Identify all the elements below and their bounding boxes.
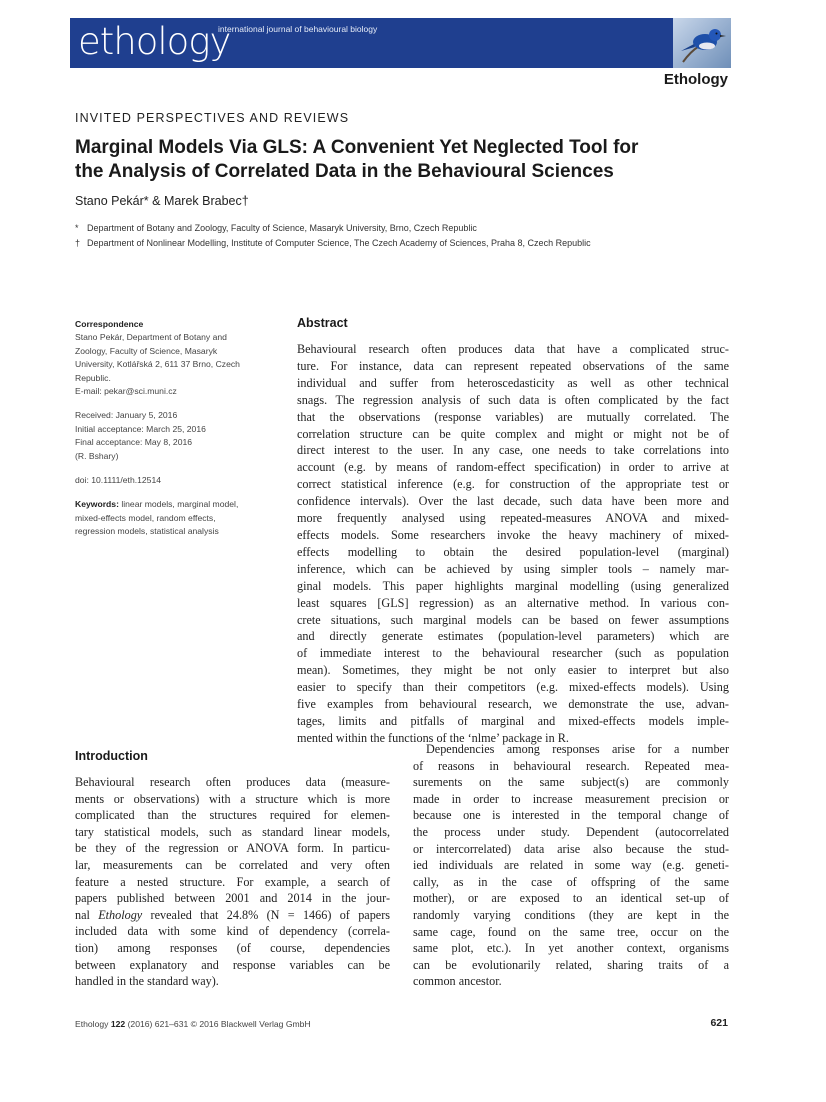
abstract-line: mean). Sometimes, they might be not only easier to interpret but also — [297, 663, 729, 678]
introduction-line: of reasons in behavioural research. Repeated mea- — [413, 758, 729, 773]
affiliation-text: Department of Botany and Zoology, Faculty of Science, Masaryk University, Brno, Czech Republic — [87, 223, 477, 233]
abstract-line: mented within the functions of the ‘nlme’ package in R. — [297, 730, 569, 745]
introduction-line: common ancestor. — [413, 974, 502, 989]
history-line: (R. Bshary) — [75, 450, 119, 461]
correspondence-heading: Correspondence — [75, 319, 144, 329]
introduction-line: because one is interested in the temporal change of — [413, 808, 729, 823]
journal-name-italic: Ethology — [98, 907, 143, 922]
introduction-line: nal Ethology revealed that 24.8% (N = 1466) of papers — [75, 907, 390, 922]
doi: doi: 10.1111/eth.12514 — [75, 475, 162, 486]
introduction-line: tion) among responses (of course, dependencies — [75, 940, 390, 955]
footer-volume: 122 — [110, 1019, 126, 1029]
correspondence-email: E-mail: pekar@sci.muni.cz — [75, 386, 177, 397]
footer-journal: Ethology — [75, 1019, 111, 1029]
introduction-line: same cage, found on the same tree, occur on the — [413, 924, 729, 939]
affiliation-mark: * — [75, 223, 79, 233]
footer-citation — [75, 1019, 311, 1029]
author-list: Stano Pekár* & Marek Brabec† — [75, 194, 249, 208]
introduction-line: feature a nested structure. For example, a search of — [75, 874, 390, 889]
introduction-line: the process under study. Dependent (autocorrelated — [413, 824, 729, 839]
keywords-line: mixed-effects model, random effects, — [75, 512, 216, 523]
affiliation-text: Department of Nonlinear Modelling, Institute of Computer Science, The Czech Academy of Sciences, Praha 8, Czech Republic — [87, 238, 591, 248]
affiliation-mark: † — [75, 238, 81, 248]
abstract-line: five examples from behavioural research, we demonstrate the use, advan- — [297, 697, 729, 712]
introduction-line: ied individuals are related in some way (e.g. geneti- — [413, 858, 729, 873]
abstract-line: effects modelling to obtain the desired population-level (marginal) — [297, 544, 729, 559]
introduction-line: randomly varying conditions (they are kept in the — [413, 907, 729, 922]
journal-tagline: international journal of behavioural biology — [218, 24, 378, 34]
introduction-line: included data with some kind of dependency (correla- — [75, 924, 390, 939]
abstract-line: individual and suffer from heteroscedasticity as well as other technical — [297, 375, 729, 390]
abstract-line: easier to specify than their competitors (e.g. mixed-effects models). Using — [297, 680, 729, 695]
abstract-line: account (e.g. by means of random-effect specification) in order to arrive at — [297, 460, 729, 475]
page-number: 621 — [710, 1017, 728, 1029]
journal-banner — [70, 18, 731, 68]
introduction-line: papers published between 2001 and 2014 in the jour- — [75, 891, 390, 906]
introduction-line: lar, measurements can be correlated and very often — [75, 857, 390, 872]
introduction-line: same plot, etc.). In yet another context, organisms — [413, 941, 729, 956]
abstract-line: inference, which can be achieved by using simpler tools – namely mar- — [297, 561, 729, 576]
introduction-line: between explanatory and response variables can be — [75, 957, 390, 972]
bird-photo-icon — [673, 18, 731, 68]
abstract-line: correct statistical inference (e.g. for construction of the appropriate test or — [297, 477, 729, 492]
correspondence-line: Stano Pekár, Department of Botany and — [75, 332, 227, 343]
abstract-line: more frequently analysed using repeated-measures ANOVA and mixed- — [297, 511, 729, 526]
introduction-line: cally, as in the case of offspring of the same — [413, 874, 729, 889]
keywords-line: regression models, statistical analysis — [75, 526, 219, 537]
affiliation — [75, 238, 591, 248]
introduction-heading: Introduction — [75, 749, 148, 763]
journal-name: Ethology — [663, 71, 728, 88]
abstract-line: and directly generate estimates (population-level parameters) which are — [297, 629, 729, 644]
introduction-line: Behavioural research often produces data (measure- — [75, 775, 390, 789]
introduction-line: can be evolutionarily related, sharing traits of a — [413, 957, 729, 972]
abstract-line: crete situations, such marginal models can be based on fewer assumptions — [297, 612, 729, 627]
abstract-line: correlation structure can be quite complex and might or might not be of — [297, 426, 729, 441]
abstract-line: tages, limits and pitfalls of marginal and mixed-effects models imple- — [297, 713, 729, 728]
introduction-line: or intercorrelated) data arise also because the stud- — [413, 841, 729, 856]
keywords-text: linear models, marginal model, — [118, 499, 239, 510]
abstract-body — [297, 341, 729, 747]
journal-wordmark: ethology — [78, 20, 231, 63]
abstract-heading: Abstract — [297, 316, 348, 330]
abstract-line: least squares [GLS] regression) as an alternative method. In various con- — [297, 595, 729, 610]
introduction-line: tary statistical models, such as standard linear models, — [75, 824, 390, 839]
section-label: INVITED PERSPECTIVES AND REVIEWS — [75, 111, 350, 125]
abstract-line: of immediate interest to the behavioural researcher (such as population — [297, 646, 729, 661]
abstract-line: ginal models. This paper highlights marginal modelling (using generalized — [297, 578, 729, 593]
keywords-label: Keywords: — [75, 499, 119, 510]
title-line: the Analysis of Correlated Data in the Behavioural Sciences — [75, 161, 614, 182]
abstract-line: Behavioural research often produces data that have a complicated struc- — [297, 342, 729, 356]
abstract-line: ture. For instance, data can represent repeated observations of the same — [297, 358, 729, 373]
affiliation — [75, 223, 477, 233]
keywords-line — [75, 498, 275, 511]
introduction-left-column — [75, 774, 390, 990]
introduction-line: ments or observations) with a structure which is more — [75, 791, 390, 806]
introduction-line: be they of the regression or ANOVA form. In particu- — [75, 841, 390, 856]
article-title — [75, 136, 735, 184]
abstract-line: snags. The regression analysis of such data is often complicated by the fact — [297, 392, 729, 407]
introduction-line: made in order to increase measurement precision or — [413, 791, 729, 806]
abstract-line: confidence intervals). Over the last decade, such data have been more and — [297, 494, 729, 509]
history-line: Final acceptance: May 8, 2016 — [75, 437, 193, 448]
history-line: Initial acceptance: March 25, 2016 — [75, 423, 206, 434]
footer-citation-text: (2016) 621–631 © 2016 Blackwell Verlag GmbH — [125, 1019, 311, 1029]
introduction-right-column — [413, 741, 729, 990]
title-line: Marginal Models Via GLS: A Convenient Yet Neglected Tool for — [75, 137, 639, 158]
correspondence-line: Zoology, Faculty of Science, Masaryk — [75, 345, 218, 356]
abstract-line: direct interest to the user. In any case, one needs to take correlations into — [297, 443, 729, 458]
introduction-line: handled in the standard way). — [75, 974, 219, 989]
abstract-line: effects models. Some researchers invoke the heavy machinery of mixed- — [297, 527, 729, 542]
correspondence-line: Republic. — [75, 372, 111, 383]
introduction-line: complicated than the structures required for elemen- — [75, 808, 390, 823]
article-sidebar — [75, 318, 275, 539]
correspondence-line: University, Kotlářská 2, 611 37 Brno, Czech — [75, 359, 240, 370]
abstract-line: that the observations (response variables) are mutually correlated. The — [297, 409, 729, 424]
introduction-line: surements on the same subject(s) are commonly — [413, 775, 729, 790]
history-line: Received: January 5, 2016 — [75, 410, 178, 421]
introduction-line: Dependencies among responses arise for a number — [426, 742, 729, 756]
introduction-line: mother), or are exposed to an identical set-up of — [413, 891, 729, 906]
